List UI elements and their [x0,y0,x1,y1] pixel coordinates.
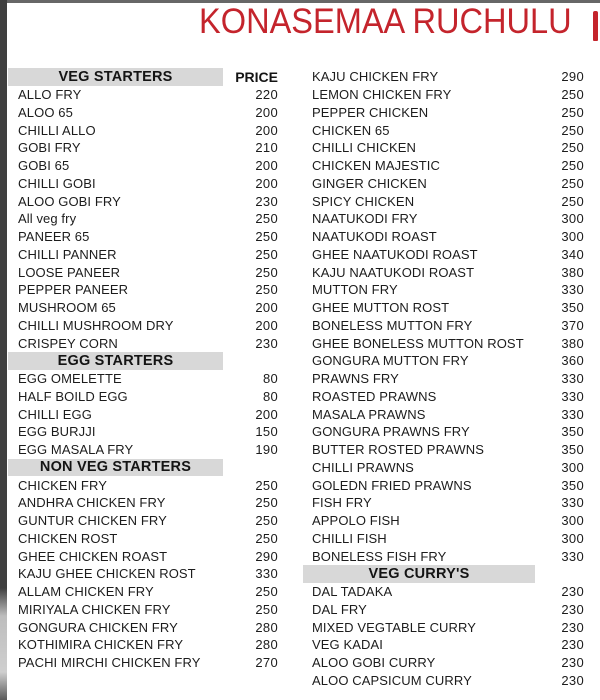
menu-item-price: 250 [561,175,584,191]
menu-item-name: BONELESS FISH FRY [312,548,447,564]
left-border-line [0,0,7,700]
menu-item-row [303,583,586,601]
menu-item-name: CHILLI MUSHROOM DRY [18,317,174,333]
menu-item-row [8,601,280,619]
menu-item-name: VEG KADAI [312,637,383,653]
menu-item-price: 250 [255,264,278,280]
menu-item-price: 200 [255,406,278,422]
section-header-row [8,459,280,477]
menu-item-row [303,636,586,654]
menu-item-price: 270 [255,655,278,671]
menu-item-row [303,547,586,565]
menu-item-price: 350 [561,424,584,440]
menu-item-price: 350 [561,442,584,458]
menu-item-name: MIRIYALA CHICKEN FRY [18,601,171,617]
menu-item-price: 330 [561,495,584,511]
menu-item-row [8,512,280,530]
menu-item-row [303,654,586,672]
menu-item-price: 200 [255,300,278,316]
menu-item-row [8,139,280,157]
menu-item-price: 300 [561,530,584,546]
menu-item-name: All veg fry [18,211,77,227]
menu-item-name: MIXED VEGTABLE CURRY [312,619,477,635]
menu-item-row [8,565,280,583]
menu-item-row [303,530,586,548]
menu-item-row [303,388,586,406]
menu-item-row [8,86,280,104]
menu-item-price: 250 [561,158,584,174]
menu-item-row [8,299,280,317]
menu-item-price: 330 [255,566,278,582]
menu-item-row [303,476,586,494]
section-header: VEG CURRY'S [303,565,535,583]
menu-item-price: 230 [561,584,584,600]
menu-item-name: ALLAM CHICKEN FRY [18,584,154,600]
menu-item-row [8,618,280,636]
menu-item-name: GINGER CHICKEN [312,175,427,191]
menu-item-row [303,246,586,264]
menu-item-name: KOTHIMIRA CHICKEN FRY [18,637,184,653]
menu-item-name: GOBI 65 [18,158,70,174]
menu-item-row [8,636,280,654]
menu-item-name: LOOSE PANEER [18,264,121,280]
menu-item-price: 250 [561,104,584,120]
menu-item-name: CHILLI GOBI [18,175,96,191]
menu-item-row [8,441,280,459]
menu-item-name: MUSHROOM 65 [18,300,116,316]
menu-item-name: GUNTUR CHICKEN FRY [18,513,167,529]
menu-item-name: GONGURA PRAWNS FRY [312,424,470,440]
menu-item-name: BONELESS MUTTON FRY [312,317,473,333]
menu-item-price: 200 [255,175,278,191]
price-column-label: PRICE [235,68,278,85]
menu-item-price: 80 [262,388,278,404]
section-header-row [8,68,280,86]
menu-item-row [303,210,586,228]
menu-item-price: 200 [255,122,278,138]
menu-item-row [8,583,280,601]
menu-item-row [303,352,586,370]
menu-item-price: 250 [255,513,278,529]
menu-item-price: 250 [561,87,584,103]
menu-item-name: GHEE BONELESS MUTTON ROST [312,335,524,351]
menu-item-price: 250 [255,282,278,298]
menu-item-price: 300 [561,459,584,475]
menu-item-price: 150 [255,424,278,440]
menu-item-name: EGG OMELETTE [18,371,122,387]
menu-item-price: 280 [255,619,278,635]
menu-item-name: PEPPER PANEER [18,282,129,298]
menu-item-price: 210 [255,140,278,156]
menu-item-row [8,494,280,512]
menu-item-price: 280 [255,637,278,653]
menu-item-row [303,139,586,157]
menu-item-name: PACHI MIRCHI CHICKEN FRY [18,655,201,671]
menu-item-row [8,192,280,210]
menu-item-row [303,494,586,512]
section-header: EGG STARTERS [8,352,223,370]
menu-item-row [303,263,586,281]
menu-item-price: 330 [561,388,584,404]
menu-item-name: SPICY CHICKEN [312,193,415,209]
menu-item-name: ROASTED PRAWNS [312,388,437,404]
menu-item-price: 300 [561,229,584,245]
menu-item-name: GHEE CHICKEN ROAST [18,548,168,564]
menu-item-row [303,405,586,423]
menu-item-row [8,405,280,423]
menu-item-row [303,192,586,210]
menu-item-price: 380 [561,264,584,280]
menu-item-name: CHICKEN FRY [18,477,107,493]
menu-item-name: CHICKEN 65 [312,122,390,138]
menu-item-price: 330 [561,371,584,387]
menu-item-row [8,210,280,228]
menu-item-price: 230 [255,193,278,209]
red-corner-mark [593,11,598,41]
menu-item-price: 300 [561,513,584,529]
menu-item-name: ALOO GOBI FRY [18,193,121,209]
menu-item-name: CHILLI PRAWNS [312,459,414,475]
menu-item-price: 250 [561,122,584,138]
menu-item-row [8,157,280,175]
menu-column-right [303,68,586,689]
menu-item-name: KAJU NAATUKODI ROAST [312,264,475,280]
menu-item-name: GHEE MUTTON ROST [312,300,450,316]
menu-item-row [303,441,586,459]
menu-item-price: 250 [255,530,278,546]
menu-item-row [8,476,280,494]
menu-item-row [303,157,586,175]
menu-item-name: GOLEDN FRIED PRAWNS [312,477,472,493]
menu-item-price: 350 [561,300,584,316]
menu-item-row [303,370,586,388]
menu-item-price: 230 [561,672,584,688]
menu-item-row [8,281,280,299]
menu-item-name: NAATUKODI ROAST [312,229,437,245]
menu-item-row [303,423,586,441]
menu-item-name: GONGURA CHICKEN FRY [18,619,178,635]
menu-item-row [8,370,280,388]
menu-item-row [303,281,586,299]
menu-item-name: CHILLI EGG [18,406,92,422]
menu-item-name: DAL TADAKA [312,584,393,600]
menu-item-row [8,547,280,565]
menu-item-name: CHILLI CHICKEN [312,140,416,156]
menu-item-price: 380 [561,335,584,351]
menu-item-name: CHICKEN MAJESTIC [312,158,441,174]
menu-item-price: 230 [561,601,584,617]
menu-item-name: CHILLI FISH [312,530,387,546]
menu-item-price: 340 [561,246,584,262]
menu-item-row [303,104,586,122]
menu-item-price: 360 [561,353,584,369]
menu-item-price: 330 [561,282,584,298]
menu-item-row [303,672,586,690]
menu-item-price: 220 [255,87,278,103]
menu-item-name: ALOO CAPSICUM CURRY [312,672,472,688]
menu-item-name: CRISPEY CORN [18,335,118,351]
menu-item-row [303,86,586,104]
menu-item-row [8,263,280,281]
menu-item-price: 250 [255,584,278,600]
menu-item-row [303,175,586,193]
menu-item-name: FISH FRY [312,495,372,511]
menu-item-price: 250 [255,495,278,511]
menu-item-name: CHILLI PANNER [18,246,117,262]
menu-item-price: 200 [255,104,278,120]
section-header-row [303,565,586,583]
menu-item-row [8,246,280,264]
menu-item-row [303,121,586,139]
menu-item-price: 250 [255,601,278,617]
menu-item-price: 200 [255,158,278,174]
menu-item-name: KAJU GHEE CHICKEN ROST [18,566,196,582]
menu-item-name: LEMON CHICKEN FRY [312,87,452,103]
menu-item-price: 250 [255,229,278,245]
section-header-row [8,352,280,370]
menu-item-row [303,618,586,636]
menu-column-left [8,68,280,672]
menu-item-price: 230 [255,335,278,351]
menu-item-price: 300 [561,211,584,227]
menu-item-price: 230 [561,637,584,653]
menu-item-price: 330 [561,548,584,564]
menu-item-price: 80 [262,371,278,387]
menu-item-row [303,601,586,619]
menu-item-row [303,512,586,530]
menu-item-price: 200 [255,317,278,333]
menu-item-price: 250 [255,477,278,493]
menu-item-name: MASALA PRAWNS [312,406,426,422]
menu-item-price: 250 [255,211,278,227]
menu-item-name: PEPPER CHICKEN [312,104,429,120]
menu-item-name: CHILLI ALLO [18,122,96,138]
menu-item-name: GONGURA MUTTON FRY [312,353,469,369]
menu-item-name: CHICKEN ROST [18,530,118,546]
menu-item-name: MUTTON FRY [312,282,398,298]
menu-item-name: ALOO GOBI CURRY [312,655,436,671]
menu-item-row [8,104,280,122]
menu-item-row [8,317,280,335]
menu-item-name: APPOLO FISH [312,513,400,529]
menu-item-row [8,228,280,246]
menu-item-row [8,654,280,672]
menu-item-price: 330 [561,406,584,422]
menu-item-name: KAJU CHICKEN FRY [312,69,439,85]
menu-item-row [8,175,280,193]
menu-item-row [8,423,280,441]
menu-item-price: 250 [255,246,278,262]
section-header: NON VEG STARTERS [8,459,223,477]
menu-item-name: ALLO FRY [18,87,82,103]
menu-item-name: BUTTER ROSTED PRAWNS [312,442,484,458]
menu-item-price: 350 [561,477,584,493]
menu-item-name: PANEER 65 [18,229,90,245]
menu-item-name: ANDHRA CHICKEN FRY [18,495,166,511]
menu-item-row [303,68,586,86]
menu-item-name: EGG MASALA FRY [18,442,134,458]
menu-item-row [303,228,586,246]
menu-item-price: 250 [561,140,584,156]
menu-item-price: 290 [255,548,278,564]
menu-item-name: ALOO 65 [18,104,73,120]
menu-item-row [303,334,586,352]
menu-item-row [8,334,280,352]
menu-item-row [8,121,280,139]
menu-item-name: GOBI FRY [18,140,81,156]
menu-item-row [303,299,586,317]
menu-item-price: 250 [561,193,584,209]
menu-item-row [8,388,280,406]
menu-item-name: EGG BURJJI [18,424,96,440]
menu-item-price: 230 [561,619,584,635]
menu-item-row [303,317,586,335]
menu-item-name: GHEE NAATUKODI ROAST [312,246,478,262]
menu-item-name: NAATUKODI FRY [312,211,418,227]
restaurant-title: KONASEMAA RUCHULU [199,2,572,41]
menu-item-name: PRAWNS FRY [312,371,399,387]
section-header: VEG STARTERS [8,68,223,86]
menu-item-row [8,530,280,548]
menu-item-price: 230 [561,655,584,671]
menu-item-row [303,459,586,477]
menu-item-price: 290 [561,69,584,85]
menu-item-name: DAL FRY [312,601,367,617]
menu-item-price: 370 [561,317,584,333]
menu-item-price: 190 [255,442,278,458]
menu-item-name: HALF BOILD EGG [18,388,128,404]
